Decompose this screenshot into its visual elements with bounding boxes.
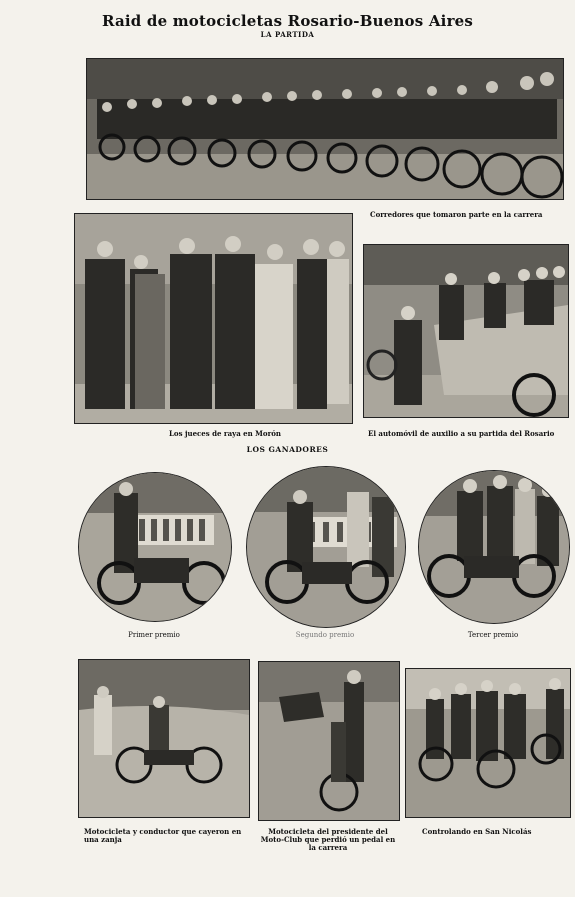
photo-first-prize [78, 472, 232, 622]
photo-judges [74, 213, 353, 424]
caption-support-car: El automóvil de auxilio a su partida del Rosario [368, 429, 555, 438]
caption-first-prize: Primer premio [128, 631, 180, 639]
caption-president-motorcycle: Motocicleta del presidente del Moto-Club que perdió un pedal en la carrera [260, 827, 396, 852]
caption-second-prize: Segundo premio [295, 631, 355, 639]
caption-riders: Corredores que tomaron parte en la carrera [370, 210, 543, 219]
photo-third-prize [418, 470, 570, 624]
photo-ditch [78, 659, 250, 818]
photo-riders-lineup [86, 58, 564, 200]
caption-ditch: Motocicleta y conductor que cayeron en una zanja [84, 827, 242, 844]
caption-third-prize: Tercer premio [467, 631, 519, 639]
photo-second-prize [246, 466, 406, 628]
page-title: Raid de motocicletas Rosario-Buenos Aires [101, 12, 474, 30]
photo-san-nicolas [405, 668, 571, 818]
photo-support-car [363, 244, 569, 418]
photo-president-motorcycle [258, 661, 400, 821]
caption-san-nicolas: Controlando en San Nicolás [422, 827, 532, 836]
section-winners: LOS GANADORES [246, 445, 329, 454]
caption-judges: Los jueces de raya en Morón [168, 429, 282, 438]
page-subtitle: LA PARTIDA [260, 30, 315, 39]
